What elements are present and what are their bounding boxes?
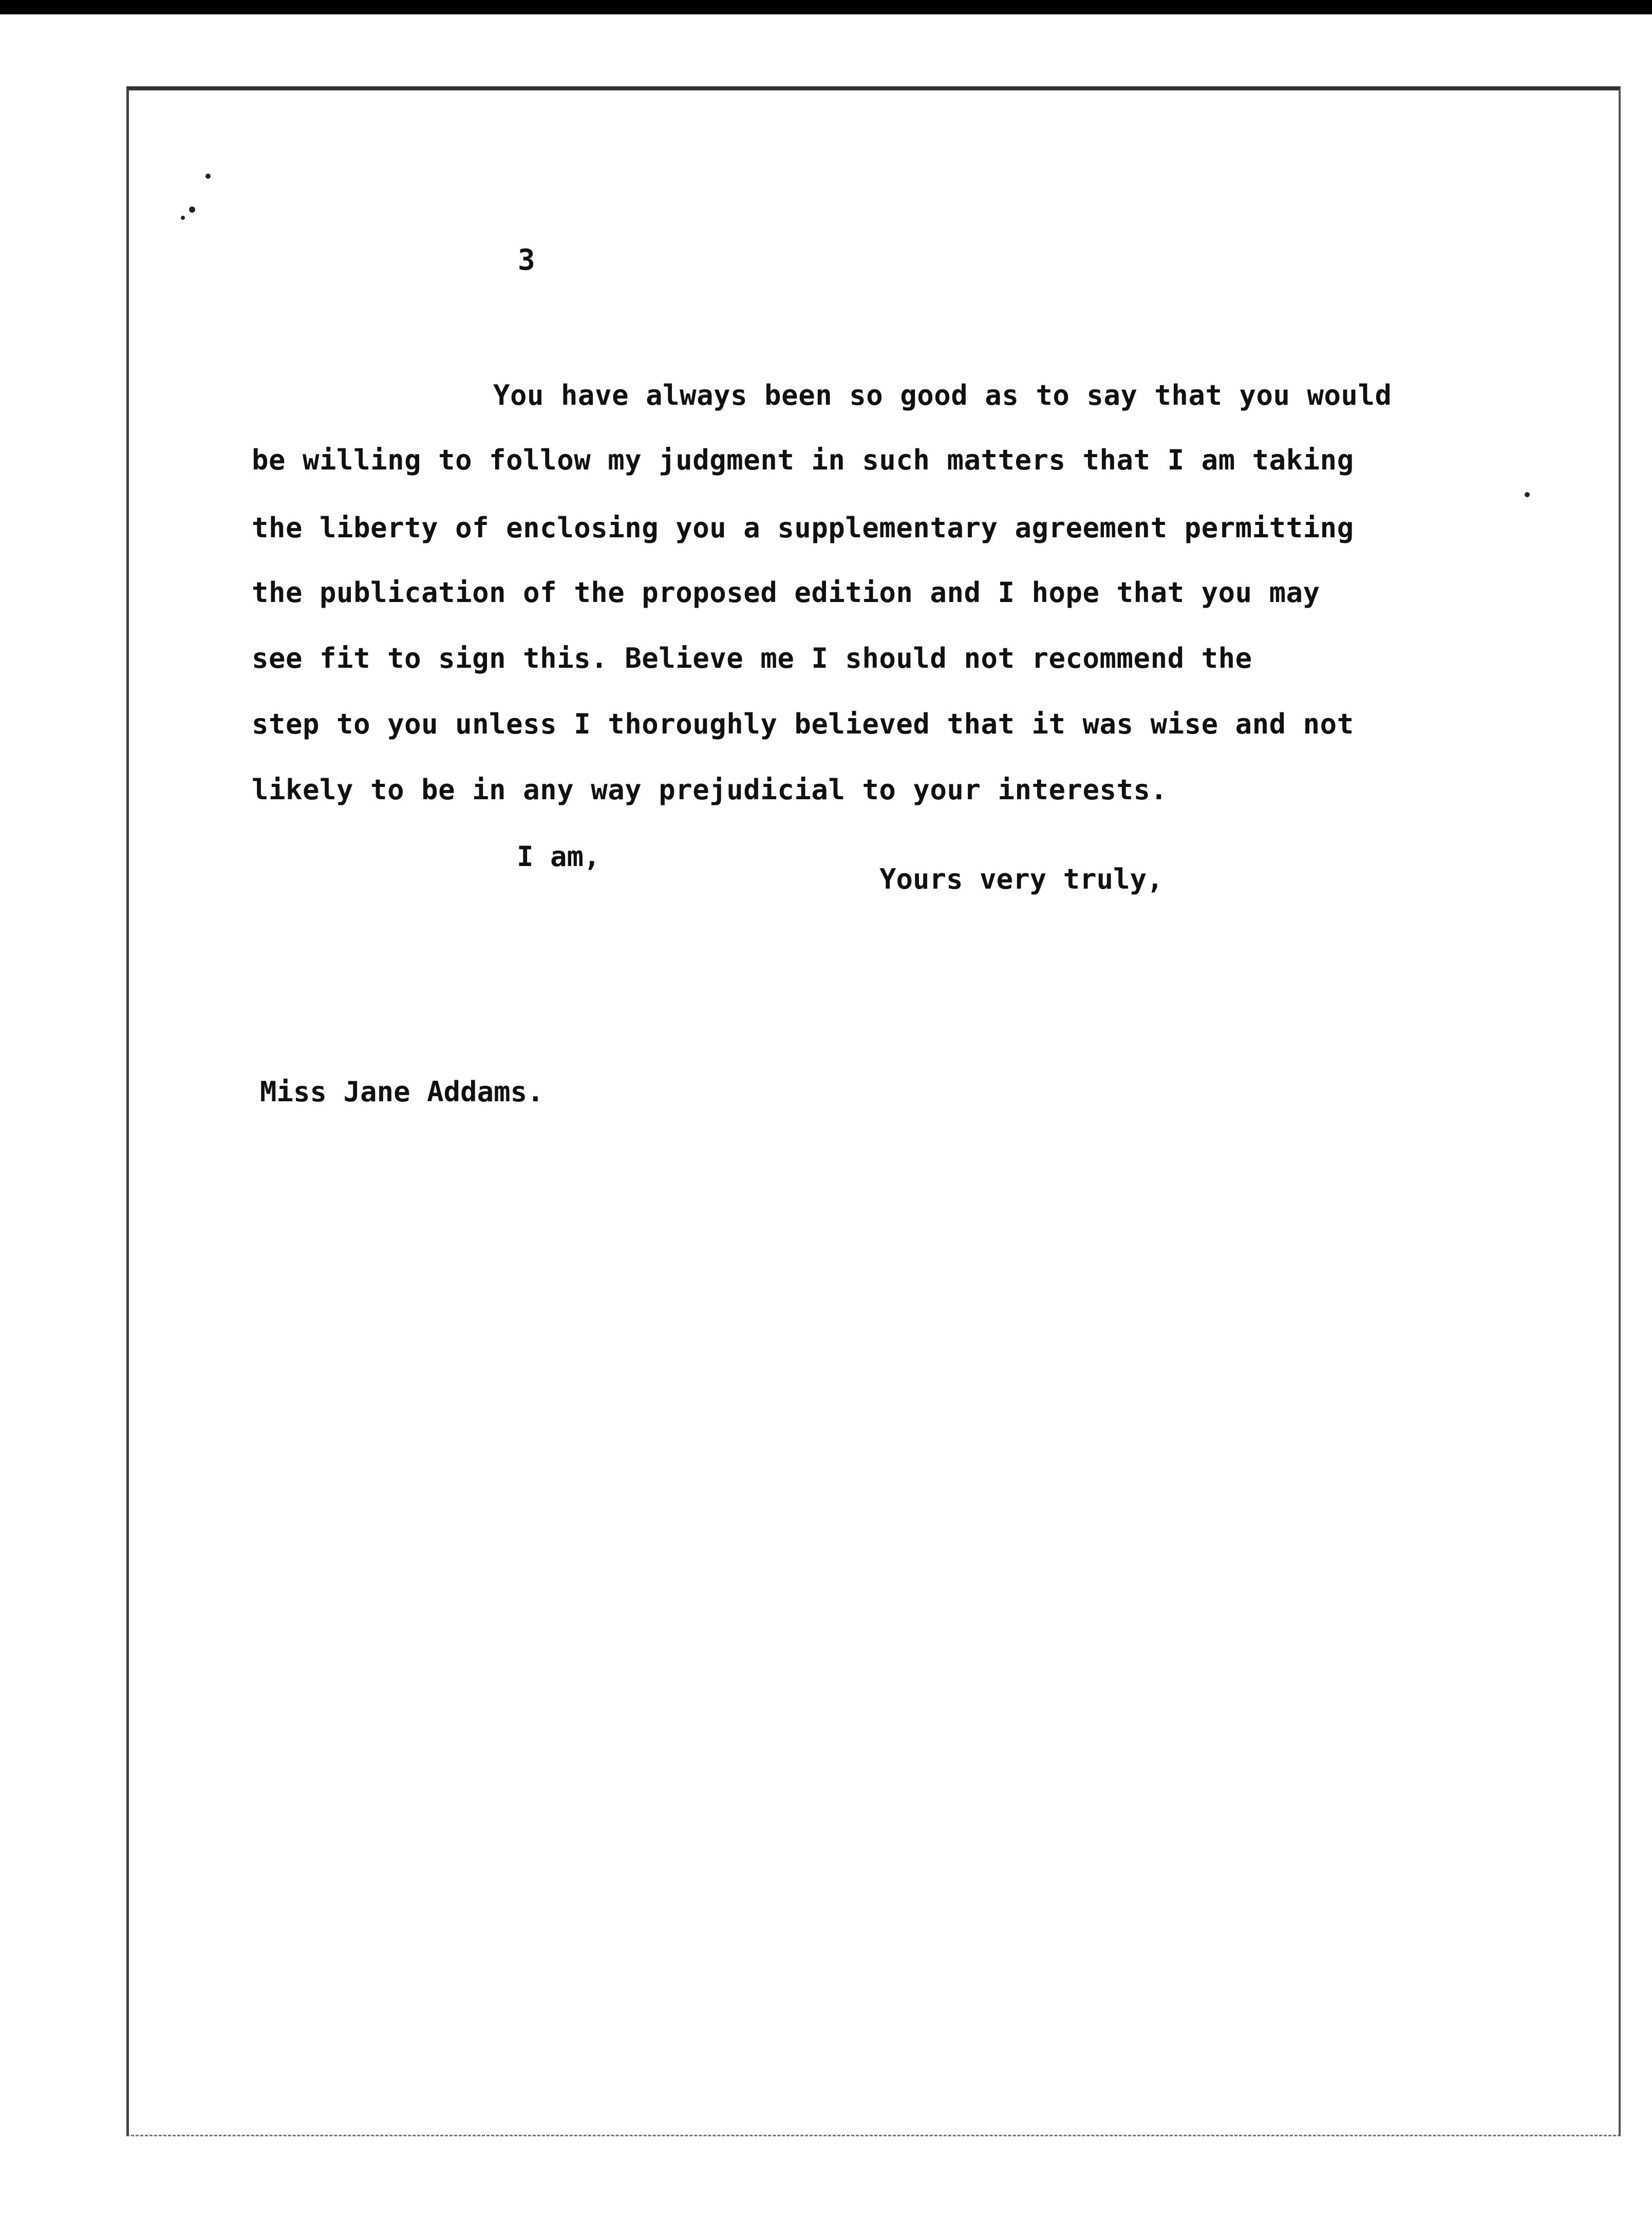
body-line-4: the publication of the proposed edition and I hope that you may <box>252 576 1320 609</box>
scan-speck <box>1525 492 1530 497</box>
valediction: Yours very truly, <box>879 863 1163 895</box>
scan-speck <box>205 174 211 179</box>
scan-speck <box>189 206 195 213</box>
scan-speck <box>181 216 185 220</box>
closing-phrase: I am, <box>517 840 600 873</box>
page-number: 3 <box>518 243 535 277</box>
body-line-5: see fit to sign this. Believe me I should not recommend the <box>252 642 1252 674</box>
body-line-2: be willing to follow my judgment in such matters that I am taking <box>252 444 1354 476</box>
recipient: Miss Jane Addams. <box>260 1076 544 1108</box>
body-line-3: the liberty of enclosing you a supplementary agreement permitting <box>252 512 1354 544</box>
scan-top-border <box>0 0 1652 14</box>
body-line-7: likely to be in any way prejudicial to your interests. <box>252 774 1168 806</box>
body-line-6: step to you unless I thoroughly believed that it was wise and not <box>252 708 1354 740</box>
body-line-1: You have always been so good as to say that you would <box>493 379 1392 411</box>
